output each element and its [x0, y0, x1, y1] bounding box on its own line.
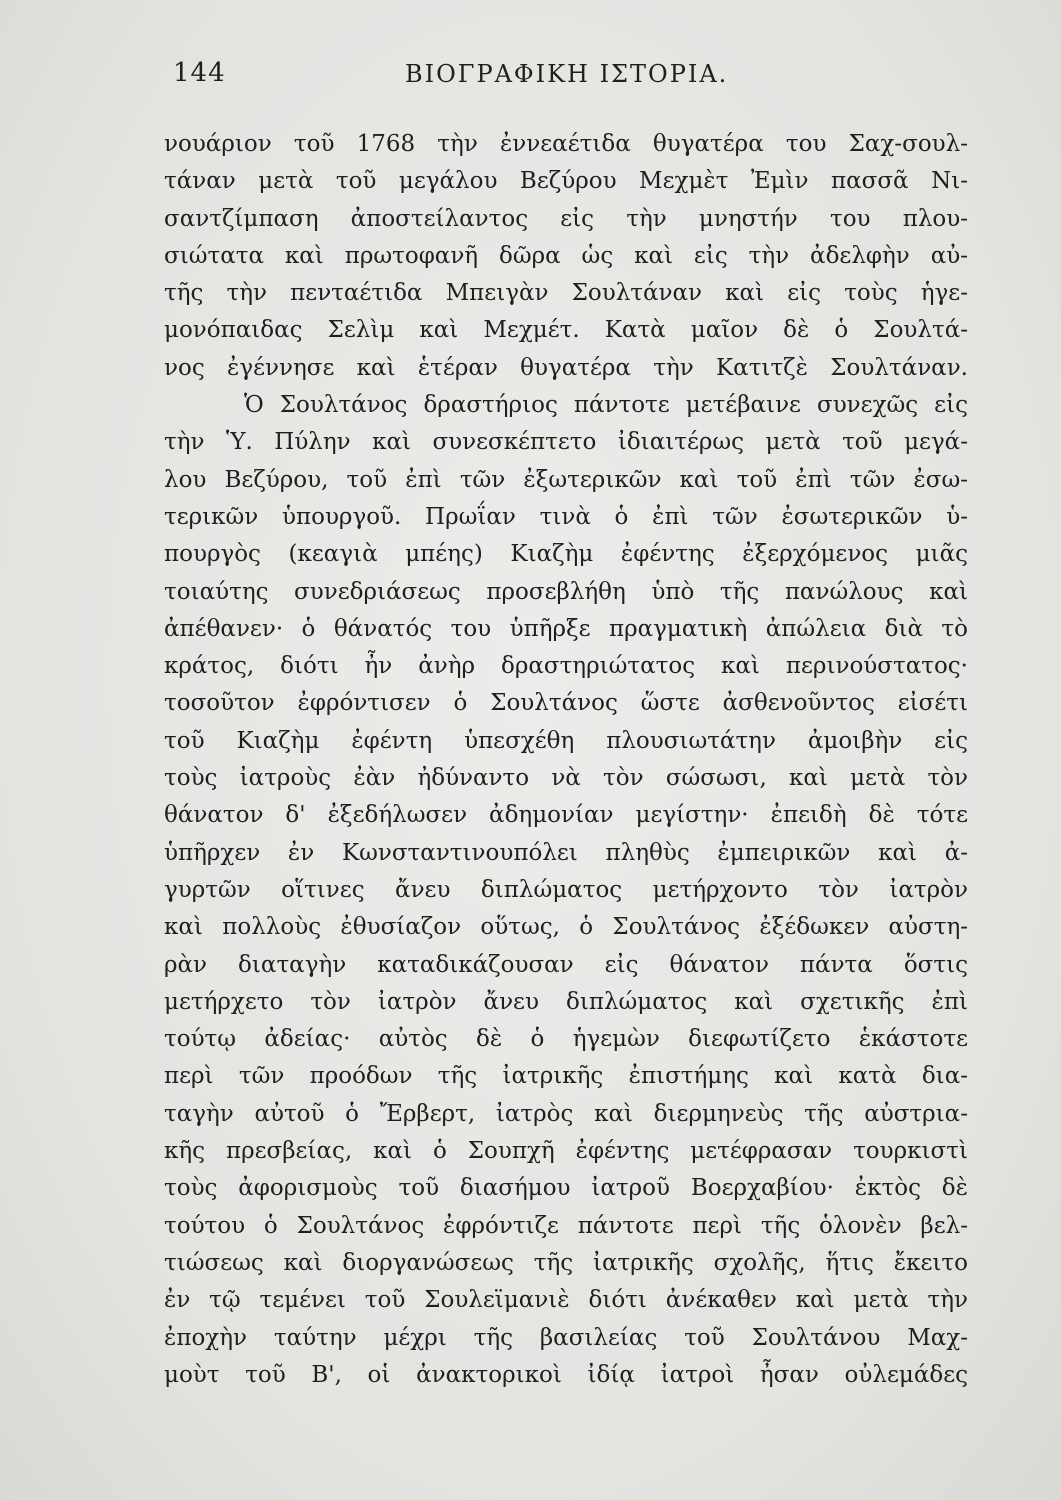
text-line: τοὺς ἀφορισμοὺς τοῦ διασήμου ἰατροῦ Βοερχαβίου· ἐκτὸς δὲ: [164, 1175, 968, 1202]
running-title: ΒΙΟΓΡΑΦΙΚΗ ΙΣΤΟΡΙΑ.: [405, 60, 729, 88]
text-line: γυρτῶν οἵτινες ἄνευ διπλώματος μετήρχοντο τὸν ἰατρὸν: [164, 876, 968, 903]
text-line: ἐν τῷ τεμένει τοῦ Σουλεϊμανιὲ διότι ἀνέκαθεν καὶ μετὰ τὴν: [164, 1287, 968, 1314]
text-line: κράτος, διότι ἦν ἀνὴρ δραστηριώτατος καὶ περινούστατος·: [164, 653, 968, 680]
text-line: κῆς πρεσβείας, καὶ ὁ Σουπχῆ ἐφέντης μετέφρασαν τουρκιστὶ: [164, 1138, 968, 1165]
text-line: μονόπαιδας Σελὶμ καὶ Μεχμέτ. Κατὰ μαῖον δὲ ὁ Σουλτά-: [164, 317, 968, 344]
text-line: περὶ τῶν προόδων τῆς ἰατρικῆς ἐπιστήμης καὶ κατὰ δια-: [164, 1063, 968, 1090]
text-line: σιώτατα καὶ πρωτοφανῆ δῶρα ὡς καὶ εἰς τὴν ἀδελφὴν αὐ-: [164, 242, 968, 269]
text-line: τερικῶν ὑπουργοῦ. Πρωΐαν τινὰ ὁ ἐπὶ τῶν ἐσωτερικῶν ὑ-: [164, 503, 968, 530]
text-line: ὑπῆρχεν ἐν Κωνσταντινουπόλει πληθὺς ἐμπειρικῶν καὶ ἀ-: [164, 839, 968, 866]
text-line: λου Βεζύρου, τοῦ ἐπὶ τῶν ἐξωτερικῶν καὶ τοῦ ἐπὶ τῶν ἐσω-: [164, 466, 968, 493]
text-line: τοσοῦτον ἐφρόντισεν ὁ Σουλτάνος ὥστε ἀσθενοῦντος εἰσέτι: [164, 690, 968, 717]
text-line: νος ἐγέννησε καὶ ἑτέραν θυγατέρα τὴν Κατιτζὲ Σουλτάναν.: [164, 354, 968, 381]
text-line: ταγὴν αὐτοῦ ὁ Ἔρβερτ, ἰατρὸς καὶ διερμηνεὺς τῆς αὐστρια-: [164, 1100, 968, 1127]
text-line: τῆς τὴν πενταέτιδα Μπειγὰν Σουλτάναν καὶ εἰς τοὺς ἡγε-: [164, 280, 968, 307]
text-line: καὶ πολλοὺς ἐθυσίαζον οὕτως, ὁ Σουλτάνος ἐξέδωκεν αὐστη-: [164, 914, 968, 941]
text-line: τάναν μετὰ τοῦ μεγάλου Βεζύρου Μεχμὲτ Ἐμὶν πασσᾶ Νι-: [164, 168, 968, 195]
text-line: ρὰν διαταγὴν καταδικάζουσαν εἰς θάνατον πάντα ὅστις: [164, 951, 968, 978]
page-header: [165, 58, 965, 98]
text-line: μετήρχετο τὸν ἰατρὸν ἄνευ διπλώματος καὶ σχετικῆς ἐπὶ: [164, 988, 968, 1015]
text-line: τιώσεως καὶ διοργανώσεως τῆς ἰατρικῆς σχολῆς, ἥτις ἔκειτο: [164, 1249, 968, 1276]
text-line: τὴν Ὑ. Πύλην καὶ συνεσκέπτετο ἰδιαιτέρως μετὰ τοῦ μεγά-: [164, 429, 968, 456]
text-line: ἐποχὴν ταύτην μέχρι τῆς βασιλείας τοῦ Σουλτάνου Μαχ-: [164, 1324, 968, 1351]
text-line: τούτου ὁ Σουλτάνος ἐφρόντιζε πάντοτε περὶ τῆς ὁλονὲν βελ-: [164, 1212, 968, 1239]
text-line: ἀπέθανεν· ὁ θάνατός του ὑπῆρξε πραγματικὴ ἀπώλεια διὰ τὸ: [164, 615, 968, 642]
text-line: σαντζίμπαση ἀποστείλαντος εἰς τὴν μνηστήν του πλου-: [164, 205, 968, 232]
text-line: μοὺτ τοῦ Β', οἱ ἀνακτορικοὶ ἰδίᾳ ἰατροὶ ἦσαν οὐλεμάδες: [164, 1361, 968, 1388]
text-line: πουργὸς (κεαγιὰ μπέης) Κιαζὴμ ἐφέντης ἐξερχόμενος μιᾶς: [164, 541, 968, 568]
body-text: [164, 126, 968, 1394]
text-line: τοιαύτης συνεδριάσεως προσεβλήθη ὑπὸ τῆς πανώλους καὶ: [164, 578, 968, 605]
text-line: τούτῳ ἀδείας· αὐτὸς δὲ ὁ ἡγεμὼν διεφωτίζετο ἑκάστοτε: [164, 1026, 968, 1053]
text-line: Ὁ Σουλτάνος δραστήριος πάντοτε μετέβαινε συνεχῶς εἰς: [244, 392, 968, 419]
text-line: τοῦ Κιαζὴμ ἐφέντη ὑπεσχέθη πλουσιωτάτην ἀμοιβὴν εἰς: [164, 727, 968, 754]
text-line: τοὺς ἰατροὺς ἐὰν ἠδύναντο νὰ τὸν σώσωσι, καὶ μετὰ τὸν: [164, 765, 968, 792]
text-line: νουάριον τοῦ 1768 τὴν ἐννεαέτιδα θυγατέρα του Σαχ-σουλ-: [164, 131, 968, 157]
page-number: 144: [173, 58, 226, 88]
text-line: θάνατον δ' ἐξεδήλωσεν ἀδημονίαν μεγίστην· ἐπειδὴ δὲ τότε: [164, 802, 968, 829]
